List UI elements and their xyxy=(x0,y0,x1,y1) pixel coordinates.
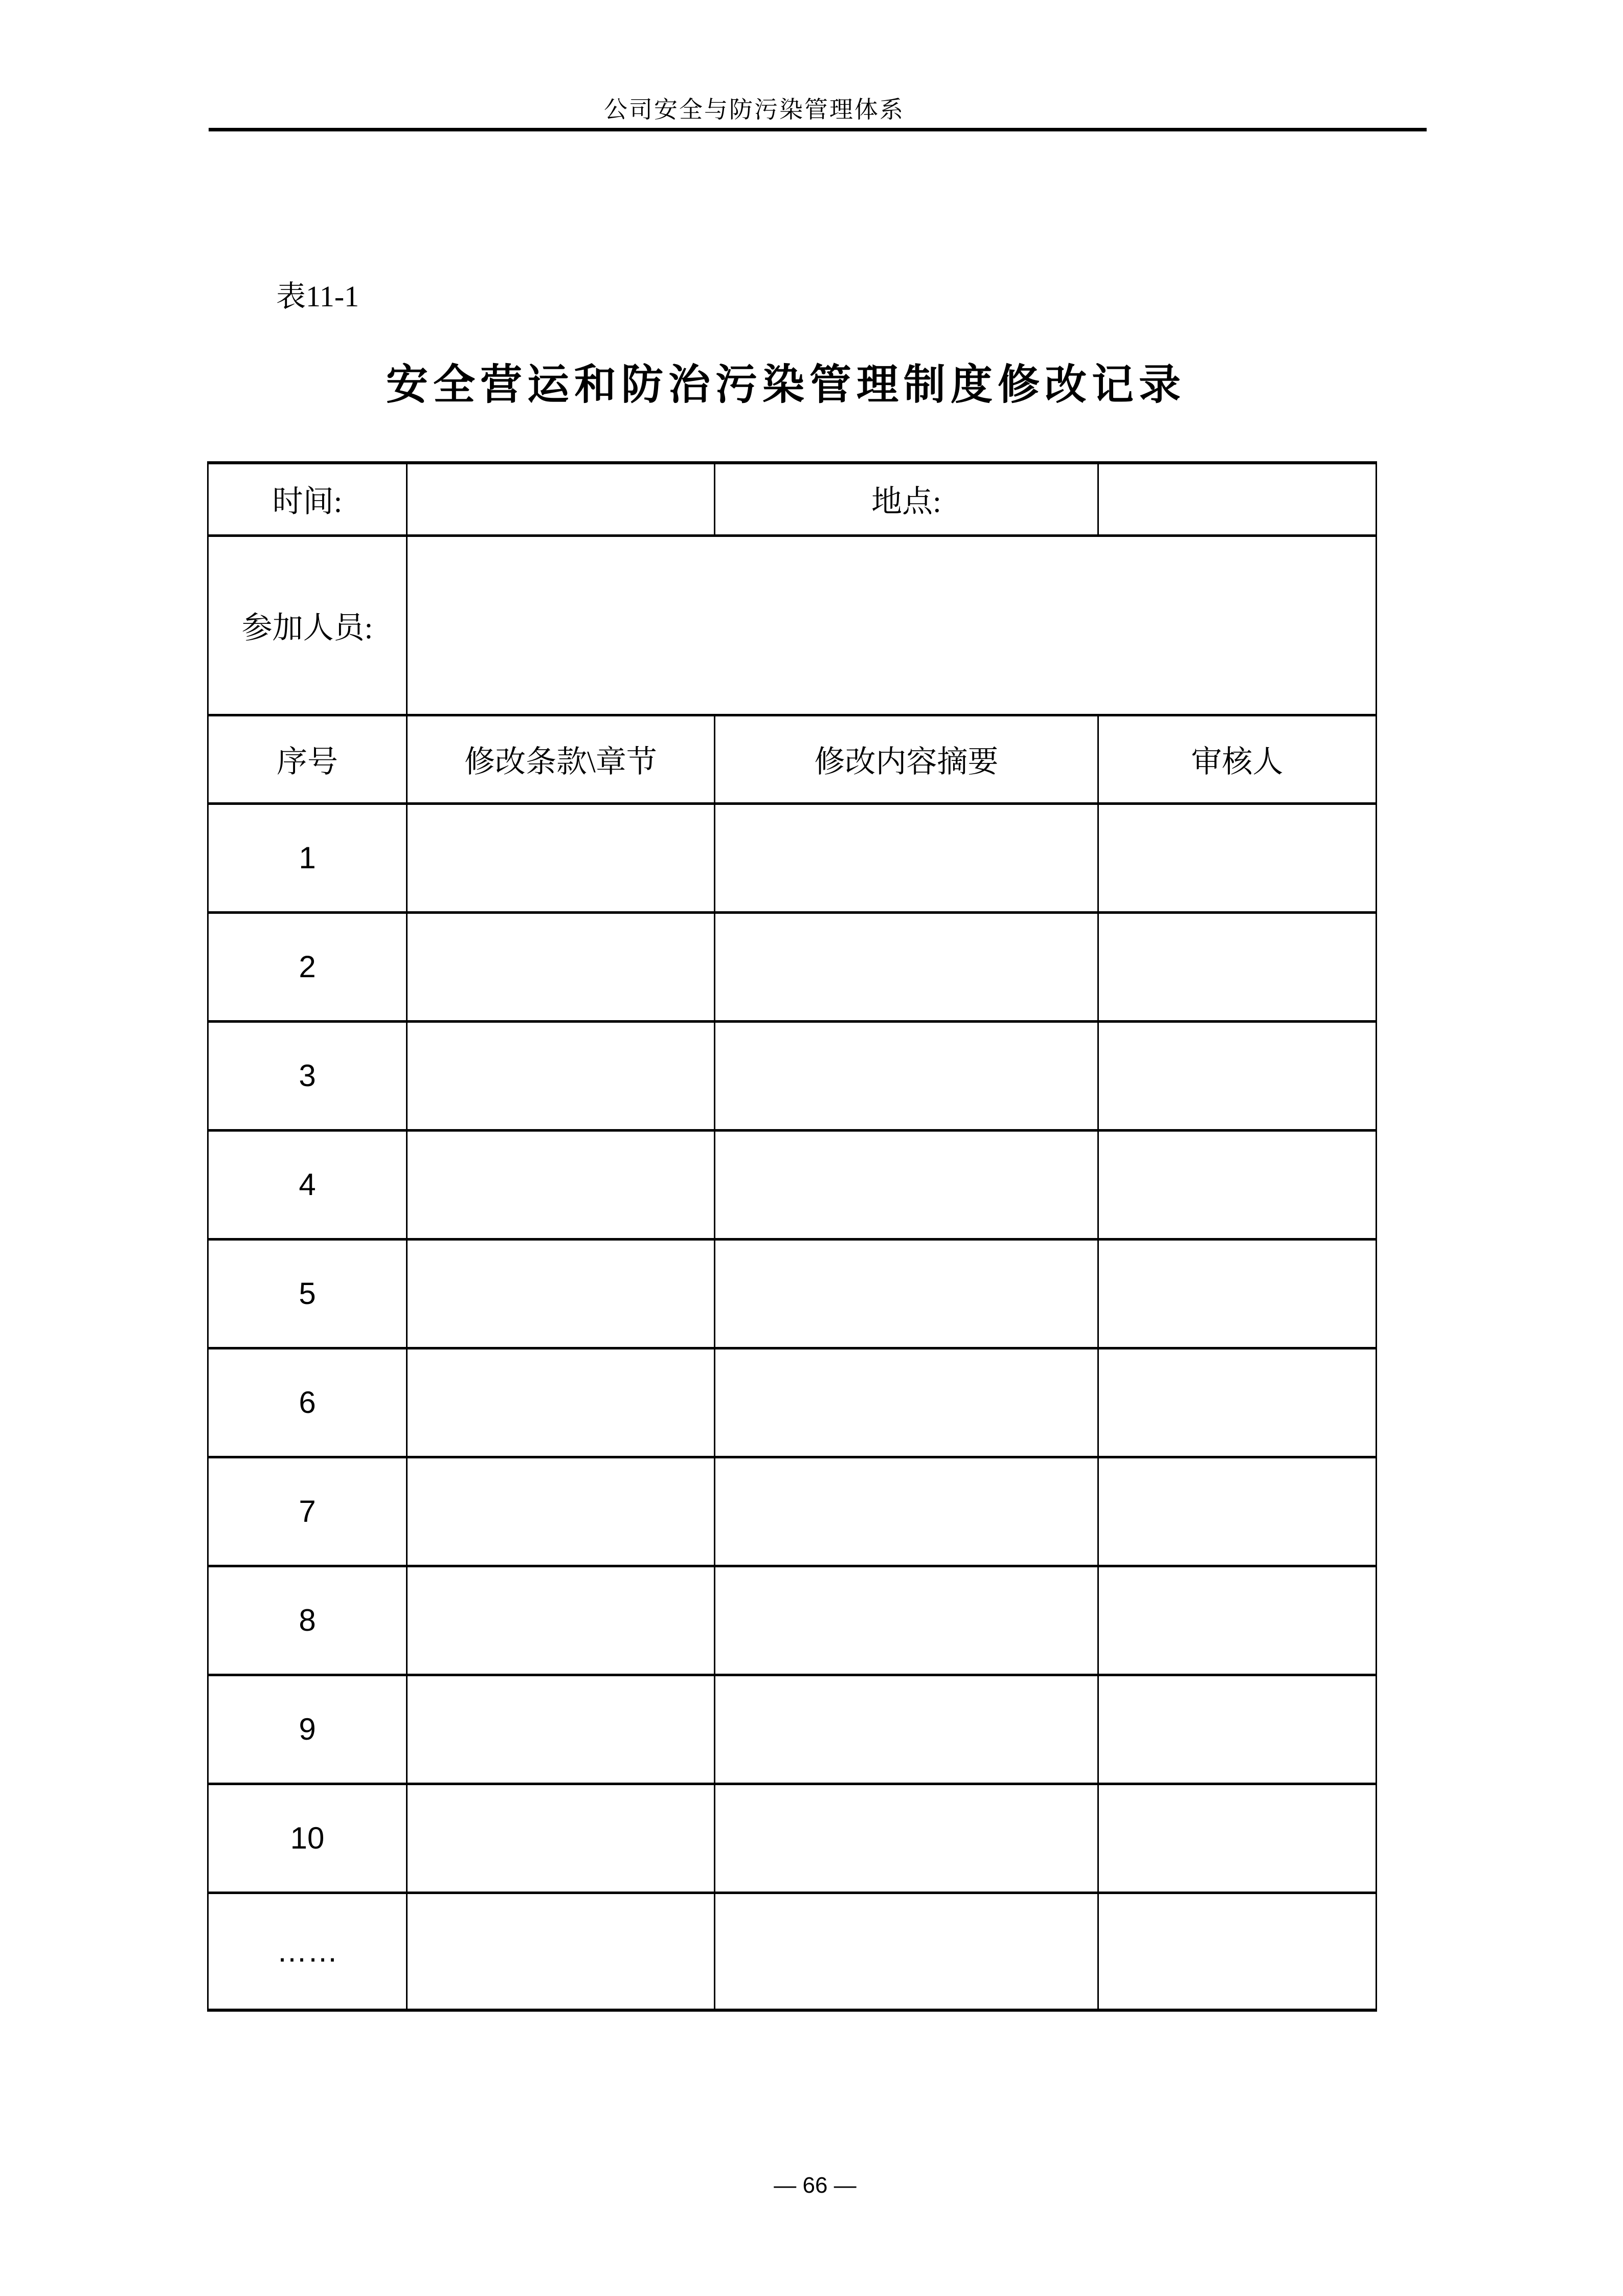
row-number-cell: 3 xyxy=(208,1021,407,1130)
time-value-cell xyxy=(407,463,715,535)
location-value-cell xyxy=(1098,463,1377,535)
table-row xyxy=(208,1239,1377,1348)
clause-cell xyxy=(407,1457,715,1566)
summary-cell xyxy=(715,1130,1098,1239)
revision-record-table xyxy=(207,461,1377,2012)
clause-cell xyxy=(407,803,715,912)
col-header-clause: 修改条款\章节 xyxy=(407,715,715,803)
reviewer-cell xyxy=(1098,1675,1377,1784)
table-row xyxy=(208,1566,1377,1675)
reviewer-cell xyxy=(1098,1130,1377,1239)
clause-cell xyxy=(407,1130,715,1239)
table-header-row xyxy=(208,715,1377,803)
table-row-ellipsis xyxy=(208,1893,1377,2010)
row-number-cell: 5 xyxy=(208,1239,407,1348)
participants-label-cell: 参加人员: xyxy=(208,535,407,715)
clause-cell xyxy=(407,1893,715,2010)
participants-row xyxy=(208,535,1377,715)
col-header-summary: 修改内容摘要 xyxy=(715,715,1098,803)
row-number-cell: 7 xyxy=(208,1457,407,1566)
clause-cell xyxy=(407,1021,715,1130)
summary-cell xyxy=(715,1784,1098,1893)
time-label-cell: 时间: xyxy=(208,463,407,535)
table-row xyxy=(208,1021,1377,1130)
row-number-cell: 6 xyxy=(208,1348,407,1457)
row-number-cell: 4 xyxy=(208,1130,407,1239)
summary-cell xyxy=(715,1021,1098,1130)
reviewer-cell xyxy=(1098,1566,1377,1675)
time-location-row xyxy=(208,463,1377,535)
table-row xyxy=(208,1675,1377,1784)
location-label-cell: 地点: xyxy=(715,463,1098,535)
summary-cell xyxy=(715,803,1098,912)
col-header-reviewer: 审核人 xyxy=(1098,715,1377,803)
summary-cell xyxy=(715,1457,1098,1566)
page-header-title: 公司安全与防污染管理体系 xyxy=(604,97,905,123)
summary-cell xyxy=(715,1348,1098,1457)
reviewer-cell xyxy=(1098,1784,1377,1893)
summary-cell xyxy=(715,912,1098,1021)
summary-cell xyxy=(715,1239,1098,1348)
row-number-cell: 9 xyxy=(208,1675,407,1784)
reviewer-cell xyxy=(1098,1457,1377,1566)
reviewer-cell xyxy=(1098,1021,1377,1130)
table-row xyxy=(208,1457,1377,1566)
table-row xyxy=(208,1130,1377,1239)
table-row xyxy=(208,912,1377,1021)
clause-cell xyxy=(407,1566,715,1675)
clause-cell xyxy=(407,1784,715,1893)
summary-cell xyxy=(715,1893,1098,2010)
summary-cell xyxy=(715,1566,1098,1675)
reviewer-cell xyxy=(1098,803,1377,912)
clause-cell xyxy=(407,912,715,1021)
header-rule xyxy=(209,128,1427,131)
clause-cell xyxy=(407,1348,715,1457)
row-number-cell: …… xyxy=(208,1893,407,2010)
reviewer-cell xyxy=(1098,912,1377,1021)
table-number-label: 表11-1 xyxy=(276,280,359,313)
row-number-cell: 8 xyxy=(208,1566,407,1675)
page-number: — 66 — xyxy=(774,2173,856,2198)
row-number-cell: 2 xyxy=(208,912,407,1021)
document-title: 安全营运和防治污染管理制度修改记录 xyxy=(386,362,1186,408)
participants-value-cell xyxy=(407,535,1377,715)
row-number-cell: 1 xyxy=(208,803,407,912)
clause-cell xyxy=(407,1675,715,1784)
col-header-no: 序号 xyxy=(208,715,407,803)
summary-cell xyxy=(715,1675,1098,1784)
table-row xyxy=(208,1348,1377,1457)
table-row xyxy=(208,1784,1377,1893)
reviewer-cell xyxy=(1098,1893,1377,2010)
row-number-cell: 10 xyxy=(208,1784,407,1893)
table-row xyxy=(208,803,1377,912)
reviewer-cell xyxy=(1098,1239,1377,1348)
reviewer-cell xyxy=(1098,1348,1377,1457)
clause-cell xyxy=(407,1239,715,1348)
